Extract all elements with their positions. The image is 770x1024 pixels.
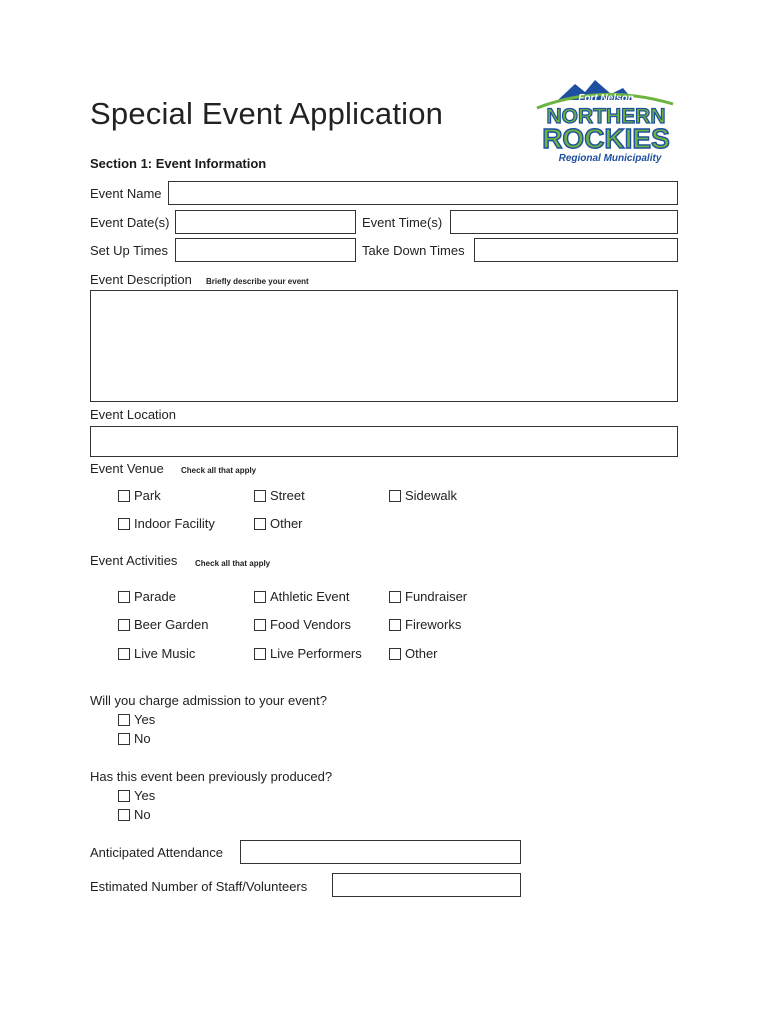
checkbox-box[interactable]: [254, 648, 266, 660]
staff-field[interactable]: [332, 873, 521, 897]
admission-question: Will you charge admission to your event?: [90, 693, 328, 708]
checkbox-box[interactable]: [254, 518, 266, 530]
event-description-hint: Briefly describe your event: [206, 277, 309, 286]
checkbox-box[interactable]: [118, 518, 130, 530]
checkbox-box[interactable]: [254, 619, 266, 631]
previous-question: Has this event been previously produced?: [90, 769, 333, 784]
event-activities-hint: Check all that apply: [195, 559, 271, 568]
checkbox-box[interactable]: [118, 490, 130, 502]
checkbox-label: Yes: [134, 712, 156, 727]
event-times-field[interactable]: [450, 210, 678, 234]
checkbox-label: Live Performers: [270, 646, 362, 661]
checkbox-box[interactable]: [118, 733, 130, 745]
checkbox-box[interactable]: [389, 490, 401, 502]
section-heading: Section 1: Event Information: [90, 156, 267, 171]
logo-line4: Regional Municipality: [558, 153, 662, 164]
checkbox-label: Athletic Event: [270, 589, 350, 604]
checkbox-box[interactable]: [118, 714, 130, 726]
venue-other-checkbox[interactable]: [254, 516, 303, 531]
checkbox-label: Other: [405, 646, 438, 661]
event-description-label: Event Description: [90, 272, 192, 287]
staff-label: Estimated Number of Staff/Volunteers: [90, 879, 308, 894]
event-dates-label: Event Date(s): [90, 215, 170, 230]
checkbox-box[interactable]: [118, 591, 130, 603]
venue-sidewalk-checkbox[interactable]: [389, 488, 457, 503]
attendance-label: Anticipated Attendance: [90, 845, 223, 860]
admission-no-checkbox[interactable]: [118, 731, 151, 746]
activity-live-music-checkbox[interactable]: [118, 646, 195, 661]
checkbox-label: Other: [270, 516, 303, 531]
activity-fundraiser-checkbox[interactable]: [389, 589, 467, 604]
checkbox-box[interactable]: [389, 648, 401, 660]
checkbox-label: Live Music: [134, 646, 196, 661]
checkbox-box[interactable]: [254, 591, 266, 603]
northern-rockies-logo: [533, 78, 679, 166]
activity-live-performers-checkbox[interactable]: [254, 646, 362, 661]
event-activities-label: Event Activities: [90, 553, 178, 568]
logo-line2: NORTHERN: [546, 105, 666, 128]
event-location-field[interactable]: [90, 426, 678, 457]
checkbox-box[interactable]: [118, 809, 130, 821]
checkbox-box[interactable]: [118, 790, 130, 802]
setup-times-field[interactable]: [175, 238, 356, 262]
activity-athletic-checkbox[interactable]: [254, 589, 350, 604]
checkbox-label: Park: [134, 488, 161, 503]
event-name-field[interactable]: [168, 181, 678, 205]
takedown-times-label: Take Down Times: [362, 243, 465, 258]
event-venue-label: Event Venue: [90, 461, 164, 476]
checkbox-label: Parade: [134, 589, 176, 604]
attendance-field[interactable]: [240, 840, 521, 864]
checkbox-label: Street: [270, 488, 305, 503]
checkbox-box[interactable]: [118, 648, 130, 660]
logo-line1: Fort Nelson: [578, 93, 634, 104]
checkbox-label: Fireworks: [405, 617, 462, 632]
checkbox-label: Sidewalk: [405, 488, 458, 503]
venue-park-checkbox[interactable]: [118, 488, 161, 503]
checkbox-label: No: [134, 807, 151, 822]
venue-street-checkbox[interactable]: [254, 488, 305, 503]
previous-yes-checkbox[interactable]: [118, 788, 155, 803]
logo-line3: ROCKIES: [542, 123, 670, 154]
event-description-field[interactable]: [90, 290, 678, 402]
setup-times-label: Set Up Times: [90, 243, 169, 258]
activity-other-checkbox[interactable]: [389, 646, 438, 661]
checkbox-box[interactable]: [389, 619, 401, 631]
activity-food-vendors-checkbox[interactable]: [254, 617, 351, 632]
checkbox-label: Yes: [134, 788, 156, 803]
checkbox-box[interactable]: [389, 591, 401, 603]
activity-parade-checkbox[interactable]: [118, 589, 176, 604]
event-dates-field[interactable]: [175, 210, 356, 234]
previous-no-checkbox[interactable]: [118, 807, 151, 822]
event-location-label: Event Location: [90, 407, 177, 422]
event-times-label: Event Time(s): [362, 215, 443, 230]
checkbox-box[interactable]: [118, 619, 130, 631]
checkbox-label: Beer Garden: [134, 617, 209, 632]
activity-beer-garden-checkbox[interactable]: [118, 617, 208, 632]
checkbox-label: Food Vendors: [270, 617, 351, 632]
venue-indoor-checkbox[interactable]: [118, 516, 215, 531]
checkbox-label: No: [134, 731, 151, 746]
takedown-times-field[interactable]: [474, 238, 678, 262]
event-name-label: Event Name: [90, 186, 162, 201]
event-venue-hint: Check all that apply: [181, 466, 257, 475]
checkbox-box[interactable]: [254, 490, 266, 502]
checkbox-label: Indoor Facility: [134, 516, 215, 531]
activity-fireworks-checkbox[interactable]: [389, 617, 461, 632]
checkbox-label: Fundraiser: [405, 589, 468, 604]
page-title: Special Event Application: [90, 96, 444, 131]
admission-yes-checkbox[interactable]: [118, 712, 155, 727]
